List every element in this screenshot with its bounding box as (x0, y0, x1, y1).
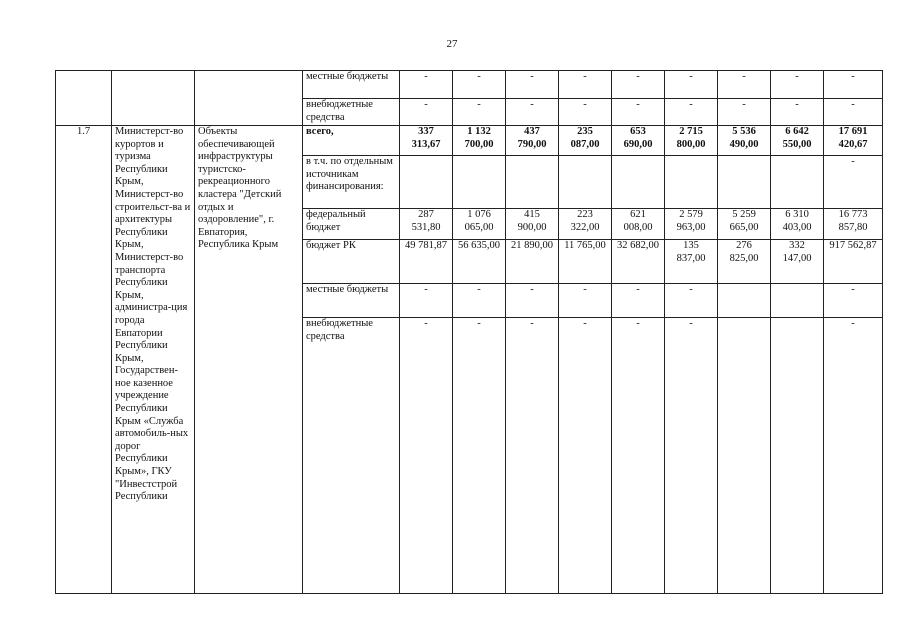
value-cell (718, 318, 771, 594)
source-label: внебюджетные средства (303, 99, 400, 126)
value-cell: - (559, 284, 612, 318)
value-cell: - (506, 99, 559, 126)
value-cell: - (559, 99, 612, 126)
value-cell: - (665, 71, 718, 99)
value-cell: - (400, 284, 453, 318)
value-cell: 17 691 420,67 (824, 126, 883, 156)
source-label: в т.ч. по отдельным источникам финансирования: (303, 156, 400, 209)
value-cell: 337 313,67 (400, 126, 453, 156)
value-cell: - (612, 318, 665, 594)
value-cell: - (453, 284, 506, 318)
value-cell: 6 310 403,00 (771, 209, 824, 240)
value-cell: 32 682,00 (612, 240, 665, 284)
value-cell: - (665, 318, 718, 594)
value-cell: - (612, 71, 665, 99)
value-cell: 49 781,87 (400, 240, 453, 284)
value-cell: 917 562,87 (824, 240, 883, 284)
value-cell: - (453, 318, 506, 594)
value-cell: - (506, 318, 559, 594)
value-cell (771, 156, 824, 209)
value-cell: 415 900,00 (506, 209, 559, 240)
value-cell: 276 825,00 (718, 240, 771, 284)
value-cell: - (665, 99, 718, 126)
financing-table (55, 70, 883, 594)
value-cell: - (612, 284, 665, 318)
value-cell: - (718, 99, 771, 126)
value-cell: 5 259 665,00 (718, 209, 771, 240)
source-label: местные бюджеты (303, 284, 400, 318)
value-cell: - (400, 99, 453, 126)
value-cell: - (612, 99, 665, 126)
executor-cell: Министерст-во курортов и туризма Республики Крым, Министерст-во строительст-ва и архитектуры Республики Крым, Министерст-во транспорта Республики Крым, администра-ция города Евпатории Республики Крым, Государствен-ное казенное учреждение Республики Крым «Служба автомобиль-ных дорог Республики Крым», ГКУ "Инвестстрой Республики (112, 126, 195, 594)
value-cell: 621 008,00 (612, 209, 665, 240)
value-cell: - (559, 71, 612, 99)
value-cell: 653 690,00 (612, 126, 665, 156)
source-label: всего, (303, 126, 400, 156)
value-cell: - (506, 284, 559, 318)
executor-cell-prev (112, 71, 195, 126)
value-cell: - (824, 318, 883, 594)
value-cell: - (771, 99, 824, 126)
value-cell: 235 087,00 (559, 126, 612, 156)
value-cell: 5 536 490,00 (718, 126, 771, 156)
value-cell (506, 156, 559, 209)
value-cell: 135 837,00 (665, 240, 718, 284)
object-cell: Объекты обеспечивающей инфраструктуры туристско-рекреационного кластера "Детский отдых и оздоровление", г. Евпатория, Республика Крым (195, 126, 303, 594)
value-cell: 1 076 065,00 (453, 209, 506, 240)
table-row (56, 126, 883, 156)
value-cell: - (718, 71, 771, 99)
value-cell: 11 765,00 (559, 240, 612, 284)
source-label: местные бюджеты (303, 71, 400, 99)
value-cell: 332 147,00 (771, 240, 824, 284)
value-cell: 437 790,00 (506, 126, 559, 156)
value-cell: - (400, 318, 453, 594)
value-cell: - (824, 99, 883, 126)
value-cell: - (771, 71, 824, 99)
value-cell (612, 156, 665, 209)
value-cell: - (400, 71, 453, 99)
value-cell (665, 156, 718, 209)
value-cell: 1 132 700,00 (453, 126, 506, 156)
value-cell: 21 890,00 (506, 240, 559, 284)
value-cell: - (665, 284, 718, 318)
page-number: 27 (446, 38, 458, 50)
value-cell: 223 322,00 (559, 209, 612, 240)
value-cell: - (453, 99, 506, 126)
number-cell-prev (56, 71, 112, 126)
value-cell: 2 579 963,00 (665, 209, 718, 240)
source-label: бюджет РК (303, 240, 400, 284)
value-cell (718, 156, 771, 209)
value-cell (559, 156, 612, 209)
object-cell-prev (195, 71, 303, 126)
value-cell: - (824, 284, 883, 318)
value-cell (400, 156, 453, 209)
value-cell: 2 715 800,00 (665, 126, 718, 156)
value-cell: 287 531,80 (400, 209, 453, 240)
value-cell: 56 635,00 (453, 240, 506, 284)
value-cell: 6 642 550,00 (771, 126, 824, 156)
value-cell: - (559, 318, 612, 594)
source-label: федеральный бюджет (303, 209, 400, 240)
value-cell: - (824, 156, 883, 209)
item-number: 1.7 (56, 126, 112, 594)
source-label: внебюджетные средства (303, 318, 400, 594)
value-cell: - (453, 71, 506, 99)
value-cell: 16 773 857,80 (824, 209, 883, 240)
table-row (56, 71, 883, 99)
value-cell: - (824, 71, 883, 99)
value-cell (453, 156, 506, 209)
value-cell (718, 284, 771, 318)
value-cell (771, 318, 824, 594)
value-cell: - (506, 71, 559, 99)
value-cell (771, 284, 824, 318)
